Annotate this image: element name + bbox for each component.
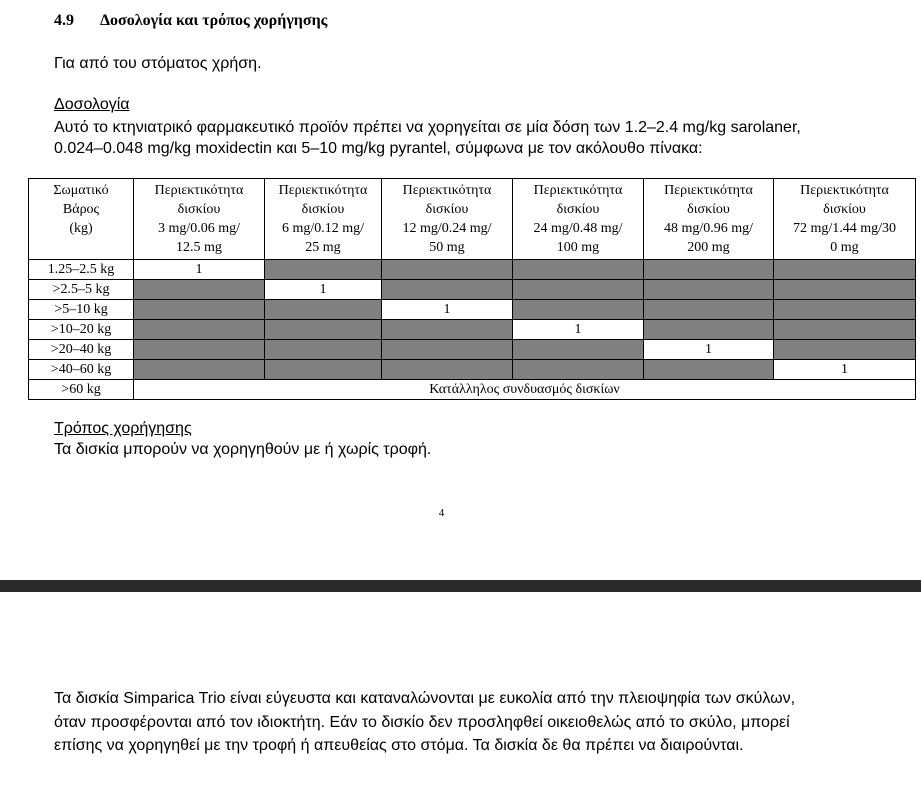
weight-cell: >20–40 kg — [29, 340, 134, 360]
shaded-cell — [134, 320, 265, 340]
shaded-cell — [513, 300, 644, 320]
shaded-cell — [134, 360, 265, 380]
tablet-count-cell: 1 — [774, 360, 916, 380]
combination-cell: Κατάλληλος συνδυασμός δισκίων — [134, 380, 916, 400]
shaded-cell — [644, 280, 774, 300]
strength-header: Περιεκτικότητα δισκίου 3 mg/0.06 mg/ 12.5 mg — [134, 179, 265, 260]
shaded-cell — [774, 260, 916, 280]
weight-header: Σωματικό Βάρος (kg) — [29, 179, 134, 260]
shaded-cell — [644, 360, 774, 380]
weight-cell: >10–20 kg — [29, 320, 134, 340]
weight-cell: >40–60 kg — [29, 360, 134, 380]
table-row-last — [29, 380, 916, 400]
shaded-cell — [134, 340, 265, 360]
administration-heading: Τρόπος χορήγησης — [54, 420, 192, 437]
tablet-count-cell: 1 — [382, 300, 513, 320]
strength-header: Περιεκτικότητα δισκίου 24 mg/0.48 mg/ 100 mg — [513, 179, 644, 260]
shaded-cell — [774, 340, 916, 360]
shaded-cell — [265, 300, 382, 320]
table-row — [29, 320, 916, 340]
shaded-cell — [134, 300, 265, 320]
weight-cell: 1.25–2.5 kg — [29, 260, 134, 280]
table-header-row — [29, 179, 916, 260]
page-separator — [0, 580, 921, 592]
shaded-cell — [513, 340, 644, 360]
table-row — [29, 300, 916, 320]
weight-cell: >5–10 kg — [29, 300, 134, 320]
weight-cell: >60 kg — [29, 380, 134, 400]
shaded-cell — [513, 280, 644, 300]
shaded-cell — [774, 320, 916, 340]
tablet-count-cell: 1 — [265, 280, 382, 300]
shaded-cell — [382, 360, 513, 380]
section-number: 4.9 — [54, 12, 74, 29]
shaded-cell — [644, 300, 774, 320]
section-heading — [54, 12, 327, 30]
dosage-heading: Δοσολογία — [54, 96, 130, 113]
shaded-cell — [382, 260, 513, 280]
shaded-cell — [265, 260, 382, 280]
table-row — [29, 280, 916, 300]
shaded-cell — [644, 260, 774, 280]
page-number: 4 — [438, 507, 445, 519]
usage-text: Για από του στόματος χρήση. — [54, 55, 262, 72]
shaded-cell — [134, 280, 265, 300]
section-title: Δοσολογία και τρόπος χορήγησης — [100, 12, 328, 29]
shaded-cell — [265, 360, 382, 380]
shaded-cell — [265, 320, 382, 340]
shaded-cell — [382, 280, 513, 300]
shaded-cell — [644, 320, 774, 340]
tablet-count-cell: 1 — [644, 340, 774, 360]
weight-cell: >2.5–5 kg — [29, 280, 134, 300]
tablet-count-cell: 1 — [513, 320, 644, 340]
strength-header: Περιεκτικότητα δισκίου 48 mg/0.96 mg/ 200 mg — [644, 179, 774, 260]
shaded-cell — [513, 360, 644, 380]
table-row — [29, 360, 916, 380]
dosage-table — [28, 178, 916, 400]
palatability-paragraph: Τα δισκία Simparica Trio είναι εύγευστα και καταναλώνονται με ευκολία από την πλειοψηφία των σκύλων, όταν προσφέρονται από τον ιδιοκτήτη. Εάν το δισκίο δεν προσληφθεί οικειοθελώς από το σκύλο, μπορεί επίσης να χορηγηθεί με την τροφή ή απευθείας στο στόμα. Τα δισκία δε θα πρέπει να διαιρούνται. — [54, 690, 796, 754]
shaded-cell — [774, 280, 916, 300]
table-row — [29, 260, 916, 280]
shaded-cell — [513, 260, 644, 280]
administration-text: Τα δισκία μπορούν να χορηγηθούν με ή χωρίς τροφή. — [54, 441, 432, 458]
shaded-cell — [382, 320, 513, 340]
tablet-count-cell: 1 — [134, 260, 265, 280]
shaded-cell — [774, 300, 916, 320]
shaded-cell — [382, 340, 513, 360]
strength-header: Περιεκτικότητα δισκίου 6 mg/0.12 mg/ 25 mg — [265, 179, 382, 260]
strength-header: Περιεκτικότητα δισκίου 12 mg/0.24 mg/ 50 mg — [382, 179, 513, 260]
dosage-paragraph: Αυτό το κτηνιατρικό φαρμακευτικό προϊόν πρέπει να χορηγείται σε μία δόση των 1.2–2.4 mg/kg sarolaner, 0.024–0.048 mg/kg moxidectin και 5–10 mg/kg pyrantel, σύμφωνα με τον ακόλουθο πίνακα: — [54, 119, 801, 157]
table-row — [29, 340, 916, 360]
shaded-cell — [265, 340, 382, 360]
strength-header: Περιεκτικότητα δισκίου 72 mg/1.44 mg/30 0 mg — [774, 179, 916, 260]
